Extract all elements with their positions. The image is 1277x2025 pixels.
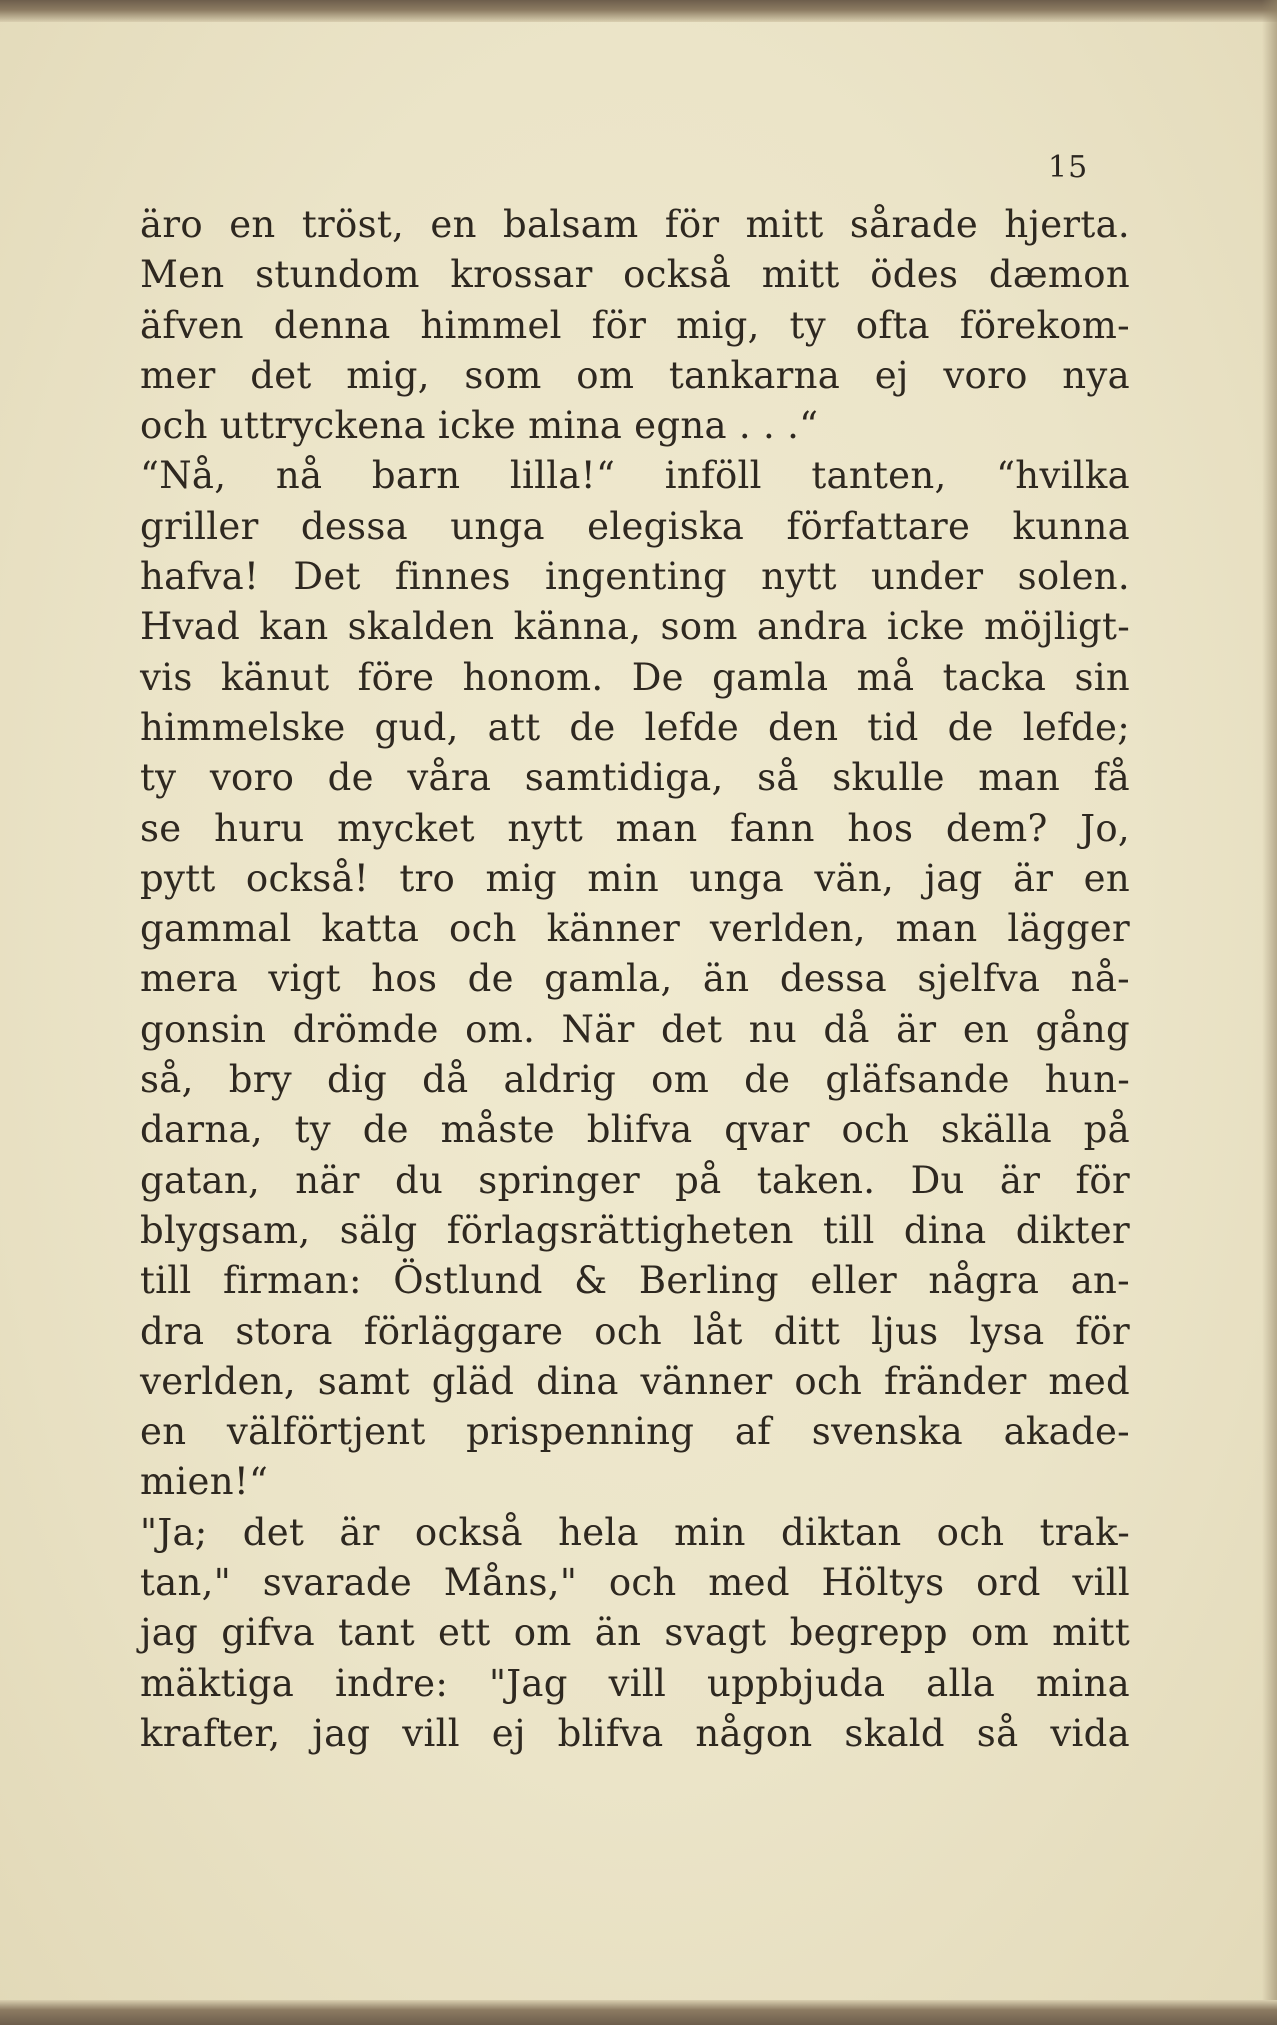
text-line: gammal katta och känner verlden, man lägger (140, 907, 1130, 951)
text-line: verlden, samt gläd dina vänner och fränder med (140, 1359, 1130, 1403)
text-line: mien!“ (140, 1460, 269, 1504)
text-line: gatan, när du springer på taken. Du är för (140, 1158, 1130, 1202)
page-number: 15 (1048, 150, 1089, 185)
text-line: till firman: Östlund & Berling eller några an- (140, 1259, 1130, 1303)
text-line: gonsin drömde om. När det nu då är en gång (140, 1007, 1130, 1051)
text-line: mäktiga indre: "Jag vill uppbjuda alla mina (140, 1661, 1130, 1705)
text-line: Hvad kan skalden känna, som andra icke möjligt- (140, 605, 1130, 649)
text-line: och uttryckena icke mina egna . . .“ (140, 404, 819, 448)
text-line: darna, ty de måste blifva qvar och skälla på (140, 1108, 1130, 1152)
text-line: hafva! Det finnes ingenting nytt under solen. (140, 555, 1130, 599)
text-line: mer det mig, som om tankarna ej voro nya (140, 353, 1130, 397)
page-bottom-edge (0, 2000, 1277, 2025)
text-line: vis känut före honom. De gamla må tacka sin (140, 655, 1130, 699)
text-line: en välförtjent prispenning af svenska akade- (140, 1410, 1130, 1454)
text-line: himmelske gud, att de lefde den tid de lefde; (140, 705, 1130, 749)
text-line: jag gifva tant ett om än svagt begrepp om mitt (140, 1611, 1130, 1655)
text-line: ty voro de våra samtidiga, så skulle man få (140, 756, 1130, 800)
text-line: krafter, jag vill ej blifva någon skald så vida (140, 1711, 1130, 1755)
text-line: “Nå, nå barn lilla!“ inföll tanten, “hvilka (140, 454, 1130, 498)
text-line: blygsam, sälg förlagsrättigheten till dina dikter (140, 1208, 1130, 1252)
text-line: äfven denna himmel för mig, ty ofta förekom- (140, 303, 1130, 347)
page-top-edge (0, 0, 1277, 22)
text-line: se huru mycket nytt man fann hos dem? Jo, (140, 806, 1130, 850)
text-line: så, bry dig då aldrig om de gläfsande hun- (140, 1058, 1130, 1102)
page-right-edge (1262, 0, 1277, 2025)
text-line: Men stundom krossar också mitt ödes dæmon (140, 253, 1130, 297)
text-line: tan," svarade Måns," och med Höltys ord vill (140, 1561, 1130, 1605)
text-line: pytt också! tro mig min unga vän, jag är en (140, 856, 1130, 900)
body-text (140, 200, 1130, 1759)
text-line: "Ja; det är också hela min diktan och trak- (140, 1510, 1130, 1554)
text-line: griller dessa unga elegiska författare kunna (140, 504, 1130, 548)
text-line: äro en tröst, en balsam för mitt sårade hjerta. (140, 203, 1130, 246)
text-line: mera vigt hos de gamla, än dessa sjelfva nå- (140, 957, 1130, 1001)
text-line: dra stora förläggare och låt ditt ljus lysa för (140, 1309, 1130, 1353)
